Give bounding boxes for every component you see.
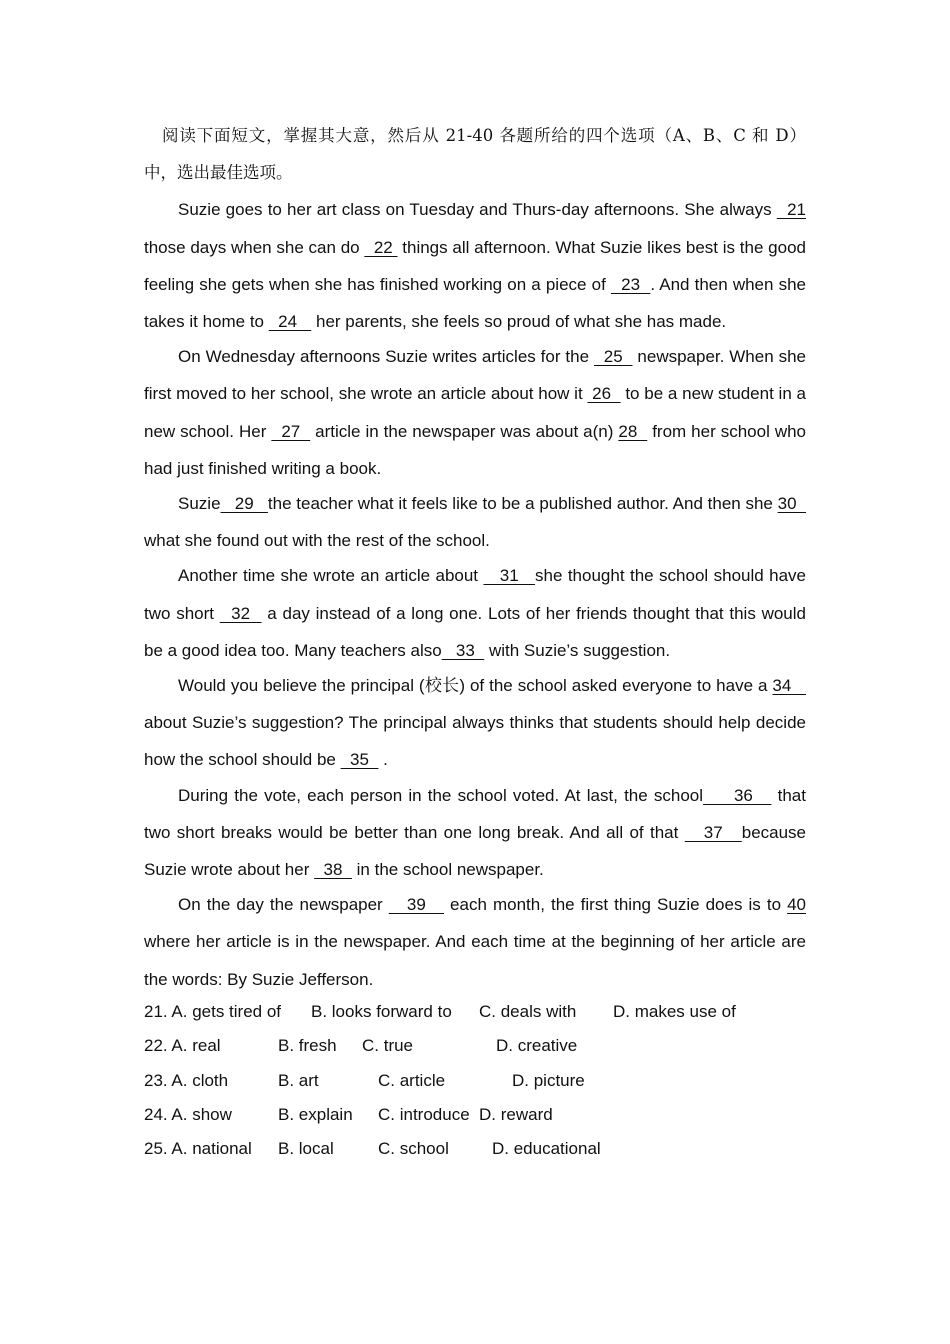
blank-36: 36 — [703, 785, 772, 805]
text: During the vote, each person in the school voted. At last, the school — [178, 785, 704, 805]
text: to be a new student in a new school. Her — [144, 384, 806, 441]
option-b: B. fresh — [278, 1036, 337, 1056]
option-b: B. looks forward to — [311, 1001, 452, 1021]
question-25-options — [144, 1132, 806, 1166]
blank-32: 32 — [219, 603, 262, 623]
text: On Wednesday afternoons Suzie writes articles for the — [178, 347, 594, 367]
blank-40: 40 — [787, 895, 806, 915]
blank-22: 22 — [364, 237, 398, 257]
text: because Suzie wrote about her — [144, 822, 807, 880]
question-21-options — [144, 995, 806, 1029]
option-c: C. deals with — [479, 1001, 577, 1021]
option-a: 23. A. cloth — [144, 1070, 229, 1090]
blank-24: 24 — [268, 312, 312, 332]
option-c: C. introduce — [378, 1105, 470, 1125]
option-d: D. reward — [479, 1105, 553, 1125]
option-d: D. creative — [496, 1036, 578, 1056]
text: in the school newspaper. — [351, 860, 544, 880]
option-c: C. school — [378, 1139, 449, 1159]
option-a: 21. A. gets tired of — [144, 1001, 282, 1021]
instructions: 阅读下面短文，掌握其大意，然后从 21-40 各题所给的四个选项（A、B、C 和 D）中，选出最佳选项。 — [144, 126, 806, 183]
text: . And then when she takes it home to — [144, 274, 806, 332]
blank-23: 23 — [610, 274, 651, 294]
question-22-options — [144, 1029, 806, 1063]
option-b: B. local — [278, 1139, 334, 1159]
text: newspaper. When she first moved to her school, she wrote an article about how it — [144, 347, 806, 404]
text: Suzie — [178, 494, 221, 514]
text: what she found out with the rest of the school. — [144, 531, 490, 551]
blank-28: 28 — [618, 421, 648, 441]
text: the teacher what it feels like to be a published author. And then she — [267, 494, 778, 514]
blank-31: 31 — [483, 566, 535, 586]
blank-30: 30 — [777, 494, 807, 514]
text: from her school who had just finished writing a book. — [144, 421, 807, 478]
paragraph-5 — [144, 667, 806, 779]
blank-35: 35 — [340, 750, 379, 770]
exam-page — [144, 117, 806, 1167]
question-23-options — [144, 1064, 806, 1098]
text: things all afternoon. What Suzie likes best is the good feeling she gets when she has finished working on a piece of — [144, 237, 806, 294]
text: Suzie goes to her art class on Tuesday and Thurs-day afternoons. She always — [178, 200, 777, 220]
paragraph-2 — [144, 338, 806, 487]
text: On the day the newspaper — [178, 895, 389, 915]
text: about Suzie’s suggestion? The principal always thinks that students should help decide how the school should be — [144, 713, 806, 770]
blank-29: 29 — [220, 494, 268, 514]
text: . — [378, 750, 388, 770]
blank-25: 25 — [593, 347, 633, 367]
option-a: 24. A. show — [144, 1105, 232, 1125]
text: Would you believe the principal (校长) of the school asked everyone to have a — [178, 676, 773, 696]
blank-26: 26 — [587, 384, 621, 404]
blank-37: 37 — [684, 822, 742, 842]
text: she thought the school should have two short — [144, 566, 807, 623]
paragraph-4 — [144, 557, 806, 669]
blank-39: 39 — [388, 895, 444, 915]
text: Another time she wrote an article about — [178, 566, 484, 586]
text: her parents, she feels so proud of what she has made. — [311, 312, 727, 332]
option-b: B. art — [278, 1070, 319, 1090]
text: those days when she can do — [144, 237, 365, 257]
text: article in the newspaper was about a(n) — [310, 421, 619, 441]
paragraph-1 — [144, 191, 806, 340]
paragraph-6 — [144, 777, 806, 889]
text: where her article is in the newspaper. And each time at the beginning of her article are the words: By Suzie Jefferson. — [144, 932, 806, 989]
paragraph-7 — [144, 886, 806, 998]
option-c: C. true — [362, 1036, 414, 1056]
text: with Suzie’s suggestion. — [484, 640, 671, 660]
option-d: D. makes use of — [613, 1001, 736, 1021]
option-d: D. picture — [512, 1070, 585, 1090]
text: each month, the first thing Suzie does is to — [444, 895, 788, 915]
blank-38: 38 — [314, 860, 352, 880]
question-24-options — [144, 1098, 806, 1132]
blank-27: 27 — [271, 421, 311, 441]
paragraph-3 — [144, 485, 806, 559]
option-c: C. article — [378, 1070, 446, 1090]
option-a: 22. A. real — [144, 1036, 221, 1056]
option-d: D. educational — [492, 1139, 601, 1159]
blank-21: 21 — [776, 200, 806, 220]
blank-34: 34 — [772, 676, 806, 696]
option-a: 25. A. national — [144, 1139, 252, 1159]
text: that two short breaks would be better than one long break. And all of that — [144, 785, 806, 842]
option-b: B. explain — [278, 1105, 353, 1125]
text: a day instead of a long one. Lots of her friends thought that this would be a good idea too. Many teachers also — [144, 603, 806, 660]
answer-options — [144, 995, 806, 1167]
blank-33: 33 — [441, 640, 485, 660]
